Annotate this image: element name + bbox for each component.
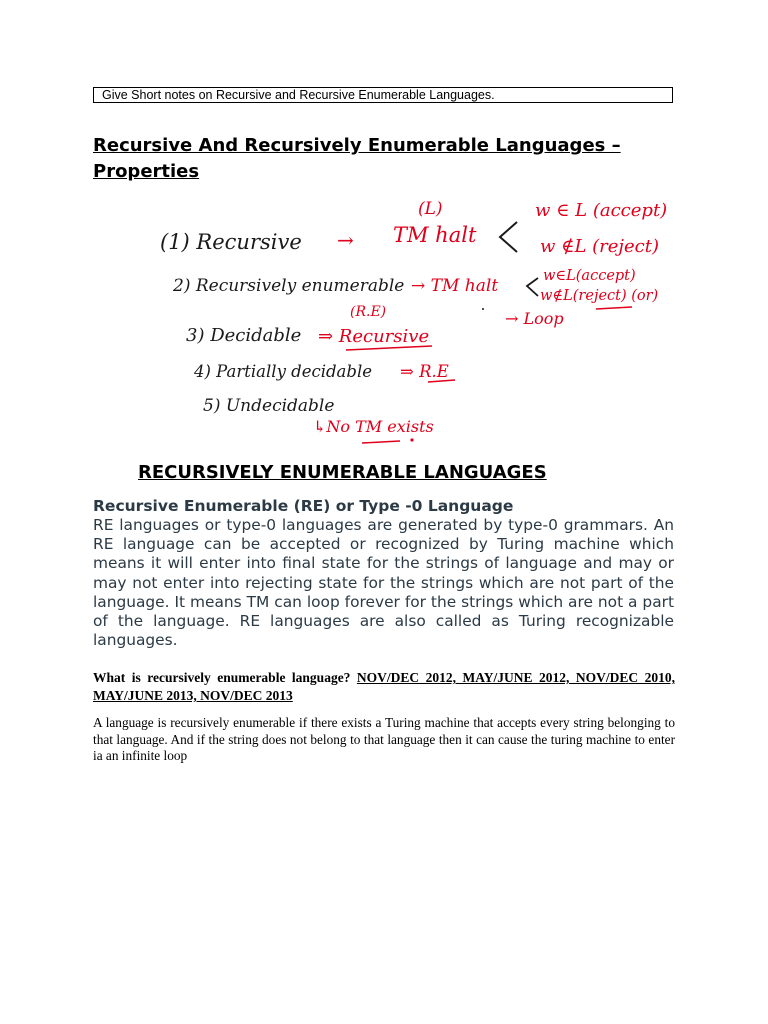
item1-label: (1) Recursive [160,230,302,254]
item4-result: ⇒ R.E [400,362,449,381]
item5-result: ↳No TM exists [313,417,434,436]
bracket-stroke-2 [527,278,538,296]
handwriting-strokes [0,0,768,460]
main-title [93,133,673,185]
item2-loop: → Loop [505,309,564,328]
main-title-line2: Properties [93,161,200,182]
re-underline [428,380,455,382]
dot-mark-2 [482,308,484,310]
question2-dates: NOV/DEC 2012, MAY/JUNE 2012, NOV/DEC 2010, MAY/JUNE 2013, NOV/DEC 2013 [93,670,675,703]
question-text: Give Short notes on Recursive and Recursive Enumerable Languages. [102,88,495,102]
answer-paragraph: A language is recursively enumerable if there exists a Turing machine that accepts every string belonging to that language. And if the string does not belong to that language then it can cause the turing machine to enter ia an infinite loop [93,715,675,764]
item4-label: 4) Partially decidable [194,362,372,381]
main-title-line1: Recursive And Recursively Enumerable Languages – [93,135,621,156]
item1-L-mark: (L) [418,199,443,219]
recursive-underline [346,346,432,350]
item1-accept: w ∈ L (accept) [535,200,668,221]
question2-prefix: What is recursively enumerable language? [93,670,357,685]
dot-mark [410,438,413,441]
item5-label: 5) Undecidable [203,396,335,416]
handwritten-notes [0,0,768,460]
item2-accept: w∈L(accept) [543,268,636,284]
item1-arrow: → [337,228,354,252]
section-title: RECURSIVELY ENUMERABLE LANGUAGES [138,462,547,483]
item1-reject: w ∉L (reject) [540,236,659,257]
item2-tm-halt: → TM halt [411,276,499,296]
re-heading: Recursive Enumerable (RE) or Type -0 Language [93,497,514,515]
item2-reject: w∉L(reject) (or) [540,288,659,304]
item2-label: 2) Recursively enumerable [173,276,405,296]
item3-result: ⇒ Recursive [318,326,430,347]
bracket-stroke-1 [500,222,517,252]
question-recursively-enumerable [93,669,675,705]
question-box [93,87,673,103]
item3-label: 3) Decidable [186,325,302,346]
item2-re-mark: (R.E) [350,304,387,320]
item1-tm-halt: TM halt [393,223,477,247]
reject-underline [596,307,632,309]
tm-underline [362,441,400,443]
re-paragraph: RE languages or type-0 languages are generated by type-0 grammars. An RE language can be accepted or recognized by Turing machine which means it will enter into final state for the strings of language and may or may not enter into rejecting state for the strings which are not part of the language. It means TM can loop forever for the strings which are not a part of the language. RE languages are also called as Turing recognizable languages. [93,516,674,650]
